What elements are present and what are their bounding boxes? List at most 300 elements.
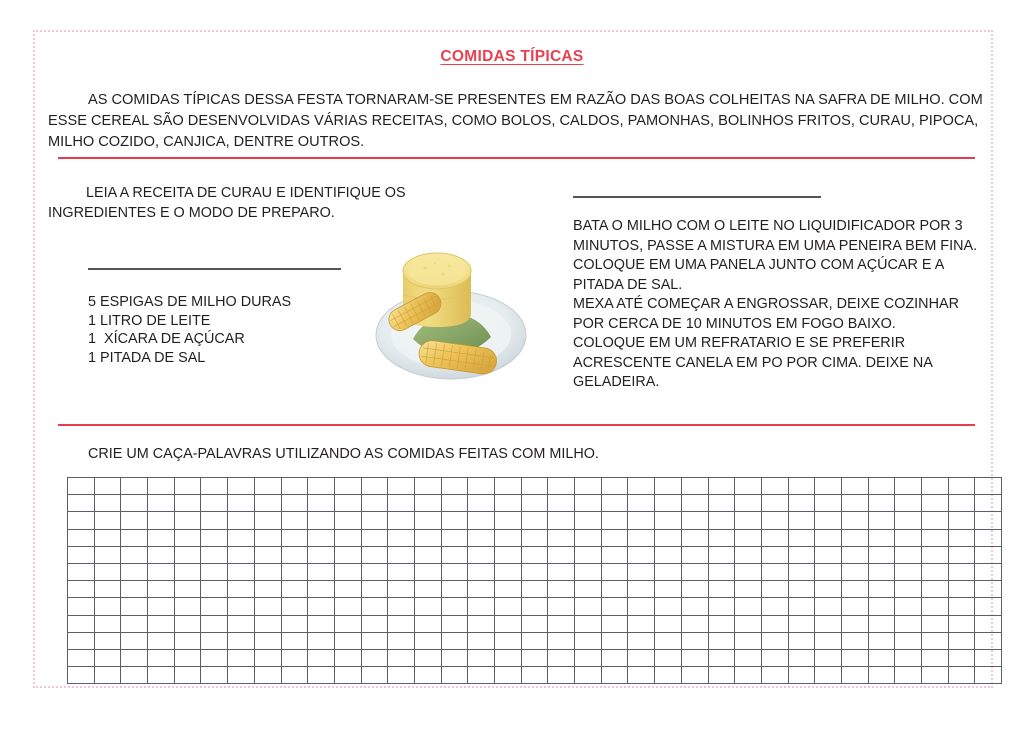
wordsearch-cell[interactable]	[68, 495, 95, 512]
wordsearch-cell[interactable]	[148, 581, 175, 598]
wordsearch-cell[interactable]	[601, 632, 628, 649]
wordsearch-cell[interactable]	[254, 581, 281, 598]
wordsearch-cell[interactable]	[521, 529, 548, 546]
wordsearch-cell[interactable]	[521, 512, 548, 529]
wordsearch-cell[interactable]	[121, 632, 148, 649]
wordsearch-cell[interactable]	[468, 495, 495, 512]
wordsearch-cell[interactable]	[735, 546, 762, 563]
wordsearch-cell[interactable]	[681, 529, 708, 546]
wordsearch-cell[interactable]	[441, 598, 468, 615]
wordsearch-cell[interactable]	[361, 563, 388, 580]
wordsearch-cell[interactable]	[708, 495, 735, 512]
wordsearch-cell[interactable]	[761, 512, 788, 529]
wordsearch-cell[interactable]	[441, 495, 468, 512]
wordsearch-cell[interactable]	[334, 478, 361, 495]
wordsearch-cell[interactable]	[681, 495, 708, 512]
wordsearch-cell[interactable]	[708, 478, 735, 495]
wordsearch-cell[interactable]	[975, 649, 1002, 666]
wordsearch-cell[interactable]	[548, 563, 575, 580]
wordsearch-cell[interactable]	[681, 667, 708, 684]
wordsearch-cell[interactable]	[761, 563, 788, 580]
wordsearch-cell[interactable]	[735, 615, 762, 632]
wordsearch-cell[interactable]	[334, 649, 361, 666]
wordsearch-cell[interactable]	[575, 495, 602, 512]
wordsearch-cell[interactable]	[708, 546, 735, 563]
wordsearch-cell[interactable]	[815, 581, 842, 598]
wordsearch-cell[interactable]	[361, 478, 388, 495]
wordsearch-cell[interactable]	[708, 632, 735, 649]
wordsearch-cell[interactable]	[334, 615, 361, 632]
wordsearch-cell[interactable]	[788, 615, 815, 632]
wordsearch-cell[interactable]	[655, 563, 682, 580]
wordsearch-cell[interactable]	[948, 598, 975, 615]
wordsearch-cell[interactable]	[308, 529, 335, 546]
wordsearch-cell[interactable]	[281, 649, 308, 666]
wordsearch-cell[interactable]	[708, 667, 735, 684]
wordsearch-cell[interactable]	[708, 529, 735, 546]
wordsearch-grid-container[interactable]	[67, 477, 967, 671]
wordsearch-cell[interactable]	[94, 632, 121, 649]
wordsearch-cell[interactable]	[414, 478, 441, 495]
wordsearch-cell[interactable]	[121, 649, 148, 666]
wordsearch-cell[interactable]	[575, 478, 602, 495]
wordsearch-cell[interactable]	[815, 563, 842, 580]
wordsearch-cell[interactable]	[228, 478, 255, 495]
wordsearch-cell[interactable]	[948, 563, 975, 580]
wordsearch-cell[interactable]	[521, 495, 548, 512]
wordsearch-cell[interactable]	[201, 667, 228, 684]
wordsearch-cell[interactable]	[681, 615, 708, 632]
wordsearch-cell[interactable]	[788, 495, 815, 512]
wordsearch-cell[interactable]	[495, 667, 522, 684]
wordsearch-cell[interactable]	[68, 615, 95, 632]
wordsearch-cell[interactable]	[601, 495, 628, 512]
wordsearch-cell[interactable]	[575, 615, 602, 632]
wordsearch-cell[interactable]	[601, 598, 628, 615]
wordsearch-cell[interactable]	[281, 546, 308, 563]
wordsearch-cell[interactable]	[948, 529, 975, 546]
wordsearch-cell[interactable]	[228, 581, 255, 598]
wordsearch-cell[interactable]	[868, 667, 895, 684]
wordsearch-cell[interactable]	[735, 598, 762, 615]
wordsearch-cell[interactable]	[495, 581, 522, 598]
wordsearch-cell[interactable]	[628, 529, 655, 546]
wordsearch-cell[interactable]	[68, 512, 95, 529]
wordsearch-cell[interactable]	[548, 512, 575, 529]
wordsearch-cell[interactable]	[788, 563, 815, 580]
wordsearch-cell[interactable]	[414, 495, 441, 512]
wordsearch-cell[interactable]	[254, 615, 281, 632]
wordsearch-cell[interactable]	[735, 529, 762, 546]
wordsearch-cell[interactable]	[174, 581, 201, 598]
wordsearch-cell[interactable]	[254, 512, 281, 529]
wordsearch-cell[interactable]	[735, 512, 762, 529]
wordsearch-cell[interactable]	[228, 632, 255, 649]
wordsearch-cell[interactable]	[655, 529, 682, 546]
wordsearch-cell[interactable]	[761, 615, 788, 632]
wordsearch-cell[interactable]	[948, 512, 975, 529]
wordsearch-cell[interactable]	[254, 649, 281, 666]
wordsearch-cell[interactable]	[468, 581, 495, 598]
wordsearch-cell[interactable]	[868, 478, 895, 495]
wordsearch-cell[interactable]	[174, 563, 201, 580]
wordsearch-cell[interactable]	[441, 563, 468, 580]
wordsearch-cell[interactable]	[495, 598, 522, 615]
wordsearch-cell[interactable]	[468, 529, 495, 546]
wordsearch-cell[interactable]	[922, 598, 949, 615]
wordsearch-cell[interactable]	[174, 615, 201, 632]
wordsearch-cell[interactable]	[681, 563, 708, 580]
wordsearch-cell[interactable]	[548, 529, 575, 546]
wordsearch-cell[interactable]	[868, 598, 895, 615]
wordsearch-cell[interactable]	[628, 649, 655, 666]
wordsearch-cell[interactable]	[281, 598, 308, 615]
wordsearch-cell[interactable]	[788, 649, 815, 666]
wordsearch-cell[interactable]	[815, 495, 842, 512]
wordsearch-cell[interactable]	[575, 649, 602, 666]
wordsearch-cell[interactable]	[841, 598, 868, 615]
wordsearch-cell[interactable]	[68, 546, 95, 563]
wordsearch-cell[interactable]	[521, 632, 548, 649]
wordsearch-cell[interactable]	[414, 529, 441, 546]
wordsearch-cell[interactable]	[761, 598, 788, 615]
wordsearch-cell[interactable]	[68, 478, 95, 495]
wordsearch-cell[interactable]	[201, 632, 228, 649]
wordsearch-cell[interactable]	[922, 649, 949, 666]
wordsearch-cell[interactable]	[148, 529, 175, 546]
wordsearch-cell[interactable]	[841, 581, 868, 598]
wordsearch-cell[interactable]	[334, 546, 361, 563]
wordsearch-cell[interactable]	[121, 495, 148, 512]
wordsearch-cell[interactable]	[761, 529, 788, 546]
wordsearch-cell[interactable]	[148, 632, 175, 649]
wordsearch-cell[interactable]	[575, 667, 602, 684]
wordsearch-cell[interactable]	[308, 546, 335, 563]
wordsearch-cell[interactable]	[601, 478, 628, 495]
wordsearch-cell[interactable]	[334, 632, 361, 649]
wordsearch-cell[interactable]	[761, 546, 788, 563]
wordsearch-cell[interactable]	[121, 581, 148, 598]
wordsearch-cell[interactable]	[94, 581, 121, 598]
wordsearch-cell[interactable]	[254, 546, 281, 563]
wordsearch-cell[interactable]	[841, 495, 868, 512]
wordsearch-cell[interactable]	[121, 529, 148, 546]
wordsearch-cell[interactable]	[575, 581, 602, 598]
wordsearch-cell[interactable]	[94, 529, 121, 546]
wordsearch-cell[interactable]	[308, 598, 335, 615]
wordsearch-cell[interactable]	[628, 546, 655, 563]
wordsearch-cell[interactable]	[815, 478, 842, 495]
wordsearch-cell[interactable]	[761, 667, 788, 684]
wordsearch-cell[interactable]	[922, 512, 949, 529]
wordsearch-cell[interactable]	[414, 632, 441, 649]
wordsearch-cell[interactable]	[761, 632, 788, 649]
wordsearch-cell[interactable]	[521, 649, 548, 666]
wordsearch-cell[interactable]	[708, 512, 735, 529]
wordsearch-cell[interactable]	[94, 667, 121, 684]
wordsearch-cell[interactable]	[414, 581, 441, 598]
wordsearch-cell[interactable]	[681, 546, 708, 563]
wordsearch-cell[interactable]	[655, 615, 682, 632]
wordsearch-cell[interactable]	[922, 581, 949, 598]
wordsearch-cell[interactable]	[468, 598, 495, 615]
wordsearch-cell[interactable]	[628, 598, 655, 615]
wordsearch-cell[interactable]	[708, 649, 735, 666]
wordsearch-cell[interactable]	[495, 512, 522, 529]
wordsearch-cell[interactable]	[841, 615, 868, 632]
wordsearch-cell[interactable]	[388, 615, 415, 632]
wordsearch-cell[interactable]	[575, 598, 602, 615]
wordsearch-cell[interactable]	[681, 581, 708, 598]
wordsearch-cell[interactable]	[148, 512, 175, 529]
wordsearch-cell[interactable]	[334, 495, 361, 512]
wordsearch-cell[interactable]	[441, 529, 468, 546]
wordsearch-cell[interactable]	[548, 581, 575, 598]
wordsearch-cell[interactable]	[441, 667, 468, 684]
wordsearch-cell[interactable]	[655, 512, 682, 529]
wordsearch-cell[interactable]	[948, 615, 975, 632]
wordsearch-cell[interactable]	[788, 512, 815, 529]
wordsearch-cell[interactable]	[548, 478, 575, 495]
wordsearch-cell[interactable]	[815, 529, 842, 546]
wordsearch-cell[interactable]	[841, 649, 868, 666]
wordsearch-cell[interactable]	[228, 615, 255, 632]
wordsearch-cell[interactable]	[94, 649, 121, 666]
wordsearch-cell[interactable]	[948, 581, 975, 598]
wordsearch-cell[interactable]	[868, 632, 895, 649]
wordsearch-cell[interactable]	[895, 581, 922, 598]
wordsearch-cell[interactable]	[628, 581, 655, 598]
wordsearch-cell[interactable]	[922, 495, 949, 512]
wordsearch-cell[interactable]	[68, 529, 95, 546]
wordsearch-cell[interactable]	[201, 495, 228, 512]
wordsearch-cell[interactable]	[281, 632, 308, 649]
wordsearch-cell[interactable]	[735, 649, 762, 666]
wordsearch-cell[interactable]	[281, 495, 308, 512]
wordsearch-cell[interactable]	[361, 581, 388, 598]
wordsearch-cell[interactable]	[281, 667, 308, 684]
wordsearch-cell[interactable]	[735, 563, 762, 580]
wordsearch-cell[interactable]	[628, 478, 655, 495]
wordsearch-cell[interactable]	[228, 529, 255, 546]
wordsearch-cell[interactable]	[414, 512, 441, 529]
wordsearch-cell[interactable]	[121, 667, 148, 684]
wordsearch-cell[interactable]	[601, 529, 628, 546]
wordsearch-cell[interactable]	[895, 512, 922, 529]
wordsearch-cell[interactable]	[308, 615, 335, 632]
wordsearch-cell[interactable]	[922, 478, 949, 495]
wordsearch-cell[interactable]	[281, 581, 308, 598]
wordsearch-cell[interactable]	[841, 667, 868, 684]
wordsearch-cell[interactable]	[681, 598, 708, 615]
wordsearch-cell[interactable]	[361, 495, 388, 512]
wordsearch-cell[interactable]	[414, 546, 441, 563]
wordsearch-cell[interactable]	[254, 632, 281, 649]
wordsearch-cell[interactable]	[948, 667, 975, 684]
wordsearch-cell[interactable]	[94, 563, 121, 580]
wordsearch-cell[interactable]	[468, 615, 495, 632]
wordsearch-cell[interactable]	[361, 598, 388, 615]
wordsearch-cell[interactable]	[495, 495, 522, 512]
wordsearch-cell[interactable]	[441, 632, 468, 649]
wordsearch-cell[interactable]	[334, 529, 361, 546]
wordsearch-cell[interactable]	[975, 495, 1002, 512]
wordsearch-cell[interactable]	[548, 667, 575, 684]
wordsearch-cell[interactable]	[735, 495, 762, 512]
wordsearch-cell[interactable]	[254, 598, 281, 615]
wordsearch-cell[interactable]	[922, 667, 949, 684]
wordsearch-cell[interactable]	[655, 495, 682, 512]
wordsearch-cell[interactable]	[201, 615, 228, 632]
wordsearch-cell[interactable]	[254, 529, 281, 546]
wordsearch-cell[interactable]	[735, 478, 762, 495]
wordsearch-cell[interactable]	[788, 632, 815, 649]
wordsearch-cell[interactable]	[975, 546, 1002, 563]
wordsearch-cell[interactable]	[922, 563, 949, 580]
wordsearch-cell[interactable]	[655, 649, 682, 666]
wordsearch-cell[interactable]	[201, 512, 228, 529]
wordsearch-cell[interactable]	[468, 632, 495, 649]
wordsearch-cell[interactable]	[895, 632, 922, 649]
wordsearch-cell[interactable]	[201, 529, 228, 546]
wordsearch-cell[interactable]	[388, 478, 415, 495]
wordsearch-cell[interactable]	[601, 649, 628, 666]
wordsearch-cell[interactable]	[468, 667, 495, 684]
wordsearch-cell[interactable]	[575, 563, 602, 580]
wordsearch-cell[interactable]	[94, 546, 121, 563]
wordsearch-cell[interactable]	[975, 667, 1002, 684]
wordsearch-cell[interactable]	[895, 529, 922, 546]
wordsearch-cell[interactable]	[655, 598, 682, 615]
wordsearch-cell[interactable]	[121, 598, 148, 615]
wordsearch-cell[interactable]	[521, 615, 548, 632]
wordsearch-cell[interactable]	[308, 512, 335, 529]
wordsearch-cell[interactable]	[334, 512, 361, 529]
wordsearch-cell[interactable]	[334, 581, 361, 598]
wordsearch-cell[interactable]	[148, 615, 175, 632]
wordsearch-cell[interactable]	[708, 615, 735, 632]
wordsearch-cell[interactable]	[788, 478, 815, 495]
wordsearch-cell[interactable]	[174, 632, 201, 649]
wordsearch-cell[interactable]	[841, 478, 868, 495]
wordsearch-cell[interactable]	[975, 615, 1002, 632]
wordsearch-cell[interactable]	[334, 667, 361, 684]
wordsearch-cell[interactable]	[68, 598, 95, 615]
wordsearch-cell[interactable]	[148, 478, 175, 495]
wordsearch-cell[interactable]	[895, 598, 922, 615]
wordsearch-cell[interactable]	[548, 546, 575, 563]
wordsearch-cell[interactable]	[895, 649, 922, 666]
wordsearch-cell[interactable]	[895, 546, 922, 563]
wordsearch-cell[interactable]	[388, 495, 415, 512]
wordsearch-cell[interactable]	[521, 563, 548, 580]
wordsearch-cell[interactable]	[628, 512, 655, 529]
wordsearch-cell[interactable]	[201, 581, 228, 598]
wordsearch-cell[interactable]	[868, 615, 895, 632]
wordsearch-cell[interactable]	[681, 478, 708, 495]
wordsearch-cell[interactable]	[815, 512, 842, 529]
wordsearch-cell[interactable]	[628, 495, 655, 512]
wordsearch-cell[interactable]	[68, 581, 95, 598]
wordsearch-cell[interactable]	[815, 667, 842, 684]
wordsearch-cell[interactable]	[94, 478, 121, 495]
wordsearch-cell[interactable]	[495, 546, 522, 563]
wordsearch-cell[interactable]	[334, 563, 361, 580]
wordsearch-cell[interactable]	[94, 615, 121, 632]
wordsearch-cell[interactable]	[228, 649, 255, 666]
wordsearch-cell[interactable]	[601, 581, 628, 598]
wordsearch-cell[interactable]	[281, 563, 308, 580]
wordsearch-cell[interactable]	[468, 546, 495, 563]
wordsearch-cell[interactable]	[228, 667, 255, 684]
wordsearch-cell[interactable]	[761, 581, 788, 598]
wordsearch-cell[interactable]	[174, 546, 201, 563]
wordsearch-cell[interactable]	[94, 598, 121, 615]
wordsearch-cell[interactable]	[895, 495, 922, 512]
wordsearch-cell[interactable]	[521, 478, 548, 495]
wordsearch-cell[interactable]	[388, 512, 415, 529]
wordsearch-cell[interactable]	[174, 478, 201, 495]
wordsearch-cell[interactable]	[148, 649, 175, 666]
wordsearch-cell[interactable]	[948, 478, 975, 495]
wordsearch-cell[interactable]	[788, 529, 815, 546]
wordsearch-cell[interactable]	[681, 632, 708, 649]
wordsearch-cell[interactable]	[94, 512, 121, 529]
wordsearch-cell[interactable]	[68, 632, 95, 649]
wordsearch-cell[interactable]	[601, 512, 628, 529]
wordsearch-cell[interactable]	[708, 581, 735, 598]
wordsearch-cell[interactable]	[655, 632, 682, 649]
wordsearch-cell[interactable]	[975, 478, 1002, 495]
wordsearch-cell[interactable]	[655, 546, 682, 563]
wordsearch-cell[interactable]	[174, 495, 201, 512]
wordsearch-cell[interactable]	[174, 512, 201, 529]
wordsearch-cell[interactable]	[388, 529, 415, 546]
wordsearch-cell[interactable]	[922, 615, 949, 632]
wordsearch-cell[interactable]	[922, 632, 949, 649]
wordsearch-cell[interactable]	[201, 649, 228, 666]
wordsearch-cell[interactable]	[708, 563, 735, 580]
wordsearch-cell[interactable]	[708, 598, 735, 615]
wordsearch-cell[interactable]	[174, 667, 201, 684]
wordsearch-cell[interactable]	[148, 667, 175, 684]
wordsearch-cell[interactable]	[361, 667, 388, 684]
wordsearch-cell[interactable]	[575, 632, 602, 649]
wordsearch-cell[interactable]	[468, 512, 495, 529]
wordsearch-cell[interactable]	[868, 512, 895, 529]
wordsearch-cell[interactable]	[388, 581, 415, 598]
wordsearch-cell[interactable]	[521, 598, 548, 615]
wordsearch-cell[interactable]	[575, 546, 602, 563]
wordsearch-cell[interactable]	[441, 615, 468, 632]
wordsearch-cell[interactable]	[308, 632, 335, 649]
wordsearch-cell[interactable]	[895, 563, 922, 580]
wordsearch-cell[interactable]	[895, 478, 922, 495]
wordsearch-cell[interactable]	[94, 495, 121, 512]
wordsearch-cell[interactable]	[655, 581, 682, 598]
wordsearch-cell[interactable]	[68, 563, 95, 580]
wordsearch-cell[interactable]	[388, 598, 415, 615]
wordsearch-cell[interactable]	[841, 632, 868, 649]
wordsearch-cell[interactable]	[414, 563, 441, 580]
wordsearch-cell[interactable]	[895, 615, 922, 632]
wordsearch-cell[interactable]	[281, 529, 308, 546]
wordsearch-cell[interactable]	[174, 649, 201, 666]
wordsearch-cell[interactable]	[388, 667, 415, 684]
wordsearch-cell[interactable]	[388, 649, 415, 666]
wordsearch-cell[interactable]	[361, 512, 388, 529]
wordsearch-cell[interactable]	[254, 478, 281, 495]
